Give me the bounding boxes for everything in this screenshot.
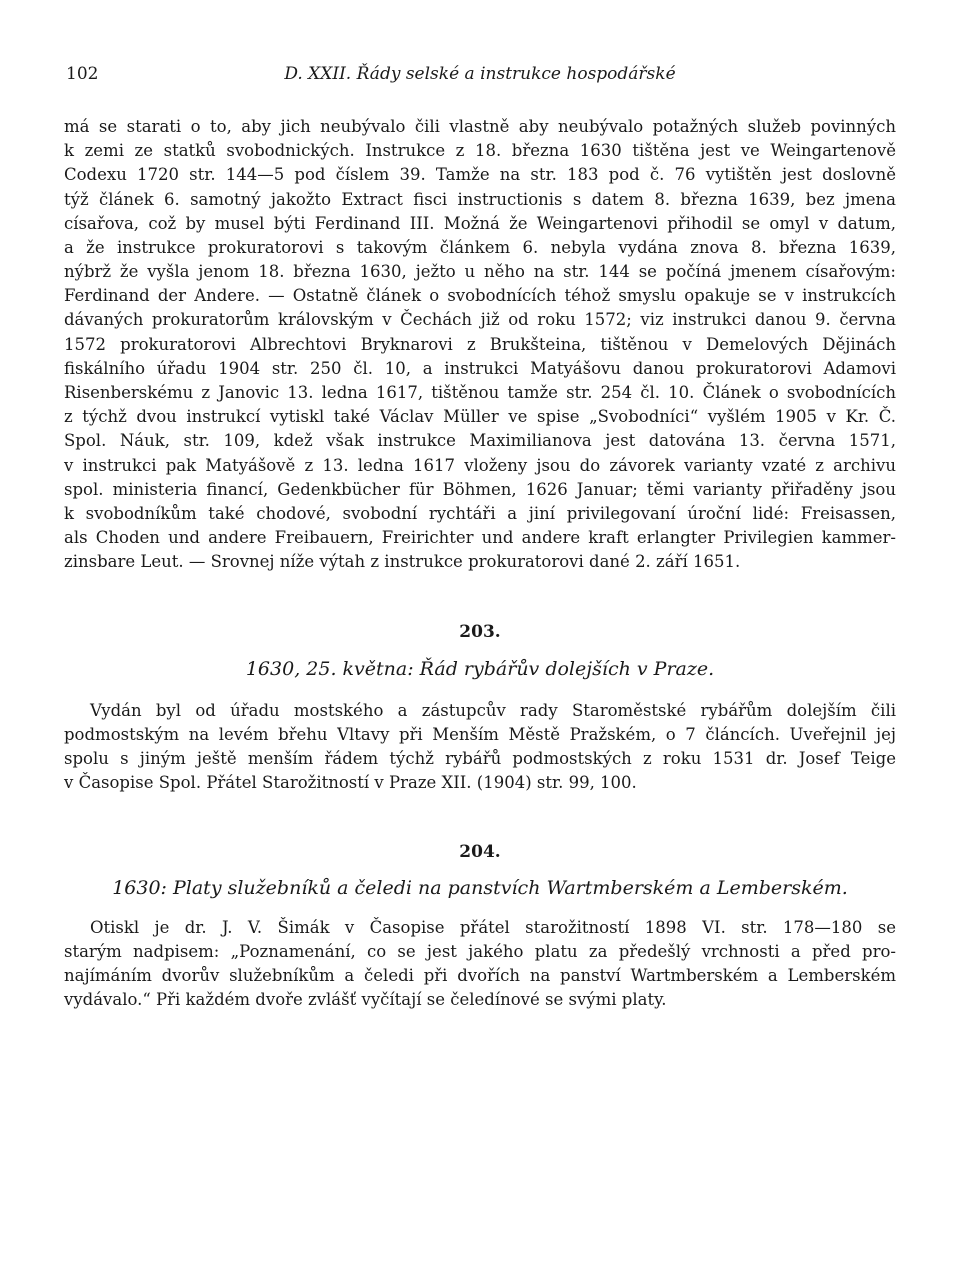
text-line: nýbrž že vyšla jenom 18. března 1630, ježto u něho na str. 144 se počíná jmenem císařovým:	[64, 262, 896, 281]
text-line: fiskálního úřadu 1904 str. 250 čl. 10, a instrukci Matyášovu danou prokuratorovi Adamovi	[64, 359, 896, 378]
text-line: Codexu 1720 str. 144—5 pod číslem 39. Tamže na str. 183 pod č. 76 vytištěn jest doslovně	[64, 165, 896, 184]
page-number: 102	[66, 64, 99, 84]
text-line: Vydán byl od úřadu mostského a zástupcův rady Staroměstské rybářům dolejším čili	[90, 701, 896, 720]
text-line: Ferdinand der Andere. — Ostatně článek o svobodnících téhož smyslu opakuje se v instrukcích	[64, 286, 896, 305]
text-line: z týchž dvou instrukcí vytiskl také Václav Müller ve spise „Svobodníci“ vyšlém 1905 v Kr. Č.	[64, 407, 896, 426]
section-number: 204.	[459, 842, 501, 862]
text-line: císařova, což by musel býti Ferdinand III. Možná že Weingartenovi přihodil se omyl v datum,	[64, 214, 896, 233]
text-line: najímáním dvorův služebníkům a čeledi při dvořích na panství Wartmberském a Lemberském	[64, 966, 896, 985]
text-line: má se starati o to, aby jich neubývalo čili vlastně aby neubývalo potažných služeb povinných	[64, 117, 896, 136]
text-line: k zemi ze statků svobodnických. Instrukce z 18. března 1630 tištěna jest ve Weingartenově	[64, 141, 896, 160]
text-line: starým nadpisem: „Poznamenání, co se jest jakého platu za předešlý vrchnosti a před pro-	[64, 942, 896, 961]
text-line: a že instrukce prokuratorovi s takovým článkem 6. nebyla vydána znova 8. března 1639,	[64, 238, 896, 257]
text-line: spolu s jiným ještě menším řádem týchž rybářů podmostských z roku 1531 dr. Josef Teige	[64, 749, 896, 768]
text-line: vydávalo.“ Při každém dvoře zvlášť vyčítají se čeledínové se svými platy.	[64, 990, 667, 1009]
text-line: Otiskl je dr. J. V. Šimák v Časopise přátel starožitností 1898 VI. str. 178—180 se	[90, 918, 896, 937]
section-title: 1630: Platy služebníků a čeledi na panstvích Wartmberském a Lemberském.	[112, 877, 848, 899]
page-header	[64, 64, 896, 88]
text-line: als Choden und andere Freibauern, Freirichter und andere kraft erlangter Privilegien kammer-	[64, 528, 896, 547]
text-line: Risenberskému z Janovic 13. ledna 1617, tištěnou tamže str. 254 čl. 10. Článek o svobodnících	[64, 383, 896, 402]
text-line: 1572 prokuratorovi Albrechtovi Bryknarovi z Brukšteina, tištěnou v Demelových Dějinách	[64, 335, 896, 354]
section-title: 1630, 25. května: Řád rybářův dolejších v Praze.	[245, 658, 715, 680]
text-line: spol. ministeria financí, Gedenkbücher für Böhmen, 1626 Januar; těmi varianty přiřaděny jsou	[64, 480, 896, 499]
text-line: týž článek 6. samotný jakožto Extract fisci instructionis s datem 8. března 1639, bez jmena	[64, 190, 896, 209]
text-line: v instrukci pak Matyášově z 13. ledna 1617 vloženy jsou do závorek varianty vzaté z archivu	[64, 456, 896, 475]
running-head: D. XXII. Řády selské a instrukce hospodářské	[284, 64, 676, 84]
text-line: dávaných prokuratorům královským v Čechách již od roku 1572; viz instrukci danou 9. června	[64, 310, 896, 329]
section-number: 203.	[459, 622, 501, 642]
text-line: podmostským na levém břehu Vltavy při Menším Městě Pražském, o 7 článcích. Uveřejnil jej	[64, 725, 896, 744]
text-line: v Časopise Spol. Přátel Starožitností v Praze XII. (1904) str. 99, 100.	[64, 773, 637, 792]
text-line: Spol. Náuk, str. 109, kdež však instrukce Maximilianova jest datována 13. června 1571,	[64, 431, 896, 450]
text-line: zinsbare Leut. — Srovnej níže výtah z instrukce prokuratorovi dané 2. září 1651.	[64, 552, 741, 571]
text-line: k svobodníkům také chodové, svobodní rychtáři a jiní privilegovaní úroční lidé: Freisassen,	[64, 504, 896, 523]
